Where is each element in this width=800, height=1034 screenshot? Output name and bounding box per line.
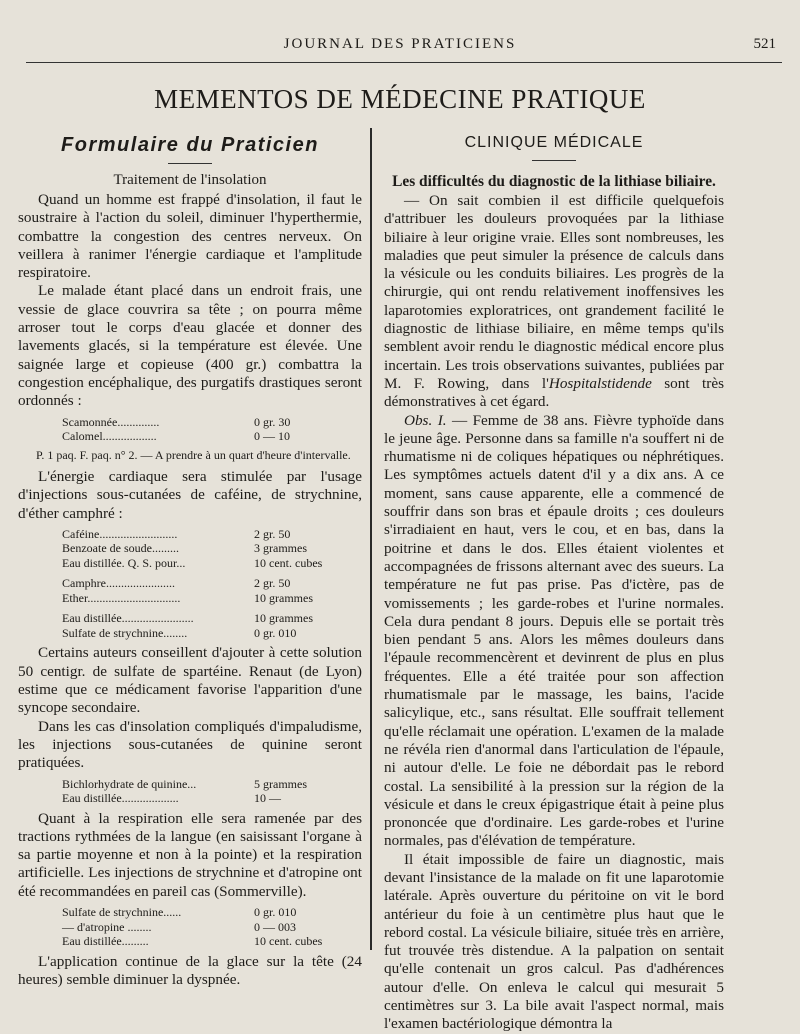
prescription-line: Bichlorhydrate de quinine... 5 grammes xyxy=(62,776,307,791)
page-number: 521 xyxy=(753,36,776,52)
paragraph: Quand un homme est frappé d'insolation, il faut le soustraire à l'action du soleil, diminuer l'hyperthermie, combattre la congestion des centres nerveux. On veillera à ranimer l'énergie cardiaque et l'amplitude respiratoire. xyxy=(18,191,362,282)
section-rule xyxy=(168,163,212,164)
journal-name: JOURNAL DES PRATICIENS xyxy=(283,36,517,52)
right-column xyxy=(384,130,724,1034)
prescription-note: P. 1 paq. F. paq. n° 2. — A prendre à un quart d'heure d'intervalle. xyxy=(36,447,351,462)
running-header xyxy=(20,36,780,58)
left-column xyxy=(18,130,362,989)
section-title-clinique: CLINIQUE MÉDICALE xyxy=(464,134,644,151)
journal-citation: Hospitalstidende xyxy=(548,374,652,392)
prescription-line: Eau distillée. Q. S. pour... 10 cent. cubes xyxy=(62,555,323,570)
prescription-line: Eau distillée................... 10 — xyxy=(62,791,281,806)
article-title-lithiase: Les difficultés du diagnostic de la lithiase biliaire. xyxy=(392,173,716,190)
paragraph: Dans les cas d'insolation compliqués d'impaludisme, les injections sous-cutanées de quinine seront pratiquées. xyxy=(18,717,362,772)
paragraph: Obs. I. — Femme de 38 ans. Fièvre typhoïde dans le jeune âge. Personne dans sa famille n'a souffert ni de rhumatisme ni de coliques hépatiques ou néphrétiques. Les symptômes actuels datent d'il y a dix ans. A ce moment, sans cause apparente, elle a commencé de souffrir dans son bras et épaule droits ; ces douleurs s'irradiaient en haut, vers le cou, et en bas, dans la poitrine et dans le dos. Elles étaient violentes et accompagnées de frissons alternant avec des sueurs. La température ne fut pas prise. Pas d'ictère, pas de vomissements ; les garde-robes et l'urine normales. Cela dura pendant 8 jours. Depuis elle se portait très bien pendant 5 ans. Alors les mêmes douleurs dans l'épaule recommencèrent et devinrent de plus en plus fréquentes. Elle a été traitée pour son affection rhumatismale par le massage, les bains, l'acide salicylique, etc., sans résultat. Elle souffrait tellement qu'elle réclamait une opération. L'examen de la malade ne révéla rien d'anormal dans l'articulation de l'épaule, ni autour d'elle. Le foie ne débordait pas le rebord costal. La sensibilité à la pression sur la région de la vésicule et dans le creux épigastrique était à peine plus prononcée que d'ordinaire. Les garde-robes et l'urine normales, pas d'élévation de température. xyxy=(384,411,725,850)
prescription-line: Sulfate de strychnine........ 0 gr. 010 xyxy=(62,625,297,640)
paragraph: — On sait combien il est difficile quelquefois d'attribuer les douleurs provoquées par la lithiase biliaire à leur origine vraie. Elles sont nombreuses, les maladies que peut simuler la présence de calculs dans la vésicule ou les conduits biliaires. Les progrès de la chirurgie, qui ont rendu relativement inoffensives les laparotomies exploratrices, ont grandement facilité le diagnostic de lithiase biliaire, en même temps qu'ils semblent avoir rendu le diagnostic médical encore plus incertain. Les trois observations suivantes, publiées par M. F. Rowing, dans l'Hospitalstidende sont très démonstratives à cet égard. xyxy=(384,192,724,411)
prescription-line: — d'atropine ........ 0 — 003 xyxy=(62,919,296,934)
prescription-line: Ether............................... 10 grammes xyxy=(62,590,313,605)
paragraph: Le malade étant placé dans un endroit frais, une vessie de glace couvrira sa tête ; on pourra même arroser tout le corps d'eau glacée et donner des lavements glacés, si la température est élevée. Une saignée large et copieuse (400 gr.) combattra la congestion encéphalique, des purgatifs drastiques seront ordonnés : xyxy=(18,282,362,410)
prescription-strychnine xyxy=(18,905,362,949)
main-title: MEMENTOS DE MÉDECINE PRATIQUE xyxy=(154,84,646,114)
column-divider xyxy=(370,128,372,950)
paragraph: Quant à la respiration elle sera ramenée par des tractions rythmées de la langue (en saisissant l'organe à sa partie moyenne et non à la pointe) et la respiration artificielle. Les injections de strychnine et d'atropine ont été recommandées en pareil cas (Sommerville). xyxy=(18,809,362,900)
prescription-line: Benzoate de soude......... 3 grammes xyxy=(62,541,307,556)
prescription-line: Sulfate de strychnine...... 0 gr. 010 xyxy=(62,905,297,920)
paragraph: L'énergie cardiaque sera stimulée par l'usage d'injections sous-cutanées de caféine, de strychnine, d'éther camphré : xyxy=(18,468,362,522)
prescription-line: Caféine.......................... 2 gr. 50 xyxy=(62,526,291,541)
prescription-line: Scamonnée.............. 0 gr. 30 xyxy=(62,414,291,429)
paragraph: L'application continue de la glace sur la tête (24 heures) semble diminuer la dyspnée. xyxy=(18,952,362,988)
section-title-formulaire: Formulaire du Praticien xyxy=(61,134,319,156)
prescription-line: Camphre....................... 2 gr. 50 xyxy=(62,576,291,591)
section-rule xyxy=(532,160,576,161)
paragraph: Il était impossible de faire un diagnostic, mais devant l'insistance de la malade on fit une laparotomie latérale. Après ouverture du péritoine on vit le bord antérieur du foie à un centimètre plus haut que le rebord costal. La vésicule biliaire, située très en arrière, fut trouvée très distendue. A la palpation on sentait qu'elle contenait un gros calcul. Pas d'adhérences autour d'elle. On enleva le calcul qui mesurait 5 centimètres sur 3. La bile avait l'aspect normal, mais l'examen bactériologique démontra la xyxy=(384,850,724,1033)
prescription-purgatifs xyxy=(18,415,362,444)
paragraph: Certains auteurs conseillent d'ajouter à cette solution 50 centigr. de sulfate de spartéine. Renaut (de Lyon) estime que ce médicament favorise l'apparition d'une syncope secondaire. xyxy=(18,644,362,717)
prescription-line: Eau distillée........................ 10 grammes xyxy=(62,611,313,626)
prescription-line: Eau distillée......... 10 cent. cubes xyxy=(62,934,323,949)
article-title-insolation: Traitement de l'insolation xyxy=(113,172,267,188)
header-rule xyxy=(26,62,782,63)
prescription-line: Calomel.................. 0 — 10 xyxy=(62,429,290,444)
prescription-quinine xyxy=(18,777,362,806)
observation-label: Obs. I. xyxy=(404,411,447,429)
prescription-injections xyxy=(18,527,362,641)
